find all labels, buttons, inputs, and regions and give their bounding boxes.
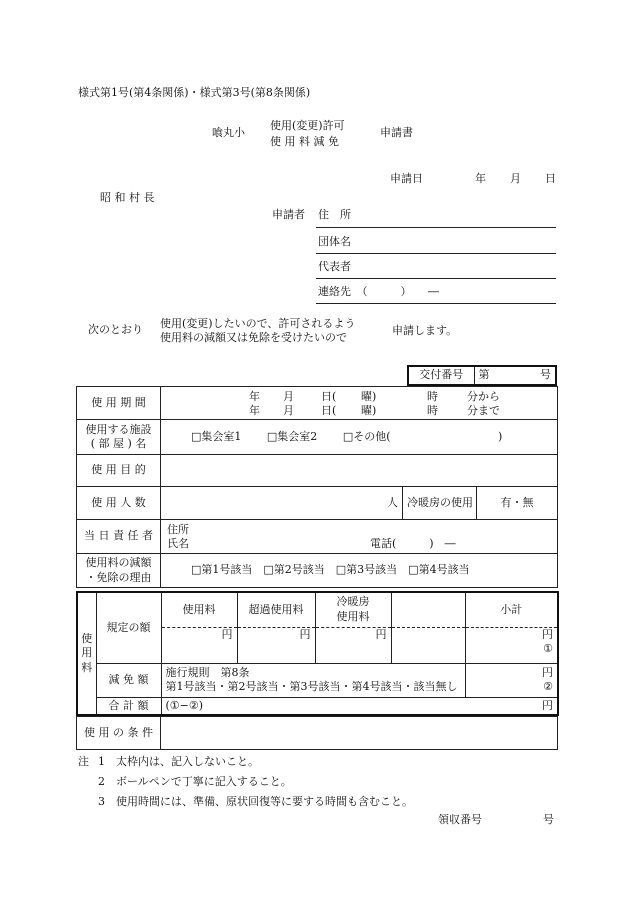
applicant-org-label: 団体名 <box>318 235 351 248</box>
facility-options <box>161 420 558 455</box>
issue-number-box <box>407 365 557 386</box>
responsible-name-label: 氏名 <box>167 536 189 550</box>
fee-exempt-line-1: 施行規則 第8条 <box>165 665 250 679</box>
fee-overtime-yen: 円 <box>237 627 315 663</box>
conditions-field <box>161 717 558 750</box>
reduction-label-1: 使用料の減額 <box>85 556 152 570</box>
applicant-contact-label: 連絡先 （ ） ― <box>318 285 439 298</box>
fee-exempt-line-2: 第1号該当・第2号該当・第3号該当・第4号該当・該当無し <box>165 680 458 693</box>
reduction-label <box>77 554 161 588</box>
period-from-year: 年 <box>249 389 260 403</box>
period-to-hour: 時 <box>427 403 438 417</box>
rep-line <box>316 278 556 279</box>
fee-subtotal-value <box>465 627 558 663</box>
facility-label <box>77 420 161 455</box>
title-suffix: 申請書 <box>380 126 413 139</box>
fee-exempt-yen: 円 <box>542 665 553 679</box>
fee-side-char-2: 用 <box>81 646 93 660</box>
request-prefix: 次のとおり <box>88 323 143 336</box>
applicant-rep-label: 代表者 <box>318 260 351 273</box>
fee-col-ac-1: 冷暖房 <box>336 595 370 609</box>
issue-go: 号 <box>540 368 551 382</box>
reduction-option-list[interactable]: □第1号該当 □第2号該当 □第3号該当 □第4号該当 <box>191 563 470 577</box>
row-purpose <box>77 455 558 487</box>
note-1: 1 太枠内は、記入しないこと。 <box>98 755 259 768</box>
purpose-label: 使 用 目 的 <box>77 455 161 487</box>
fee-total-label: 合 計 額 <box>96 697 161 715</box>
responsible-field <box>161 520 558 554</box>
period-from-day: 日( <box>321 389 337 403</box>
fee-blank-value <box>391 627 465 663</box>
conditions-table <box>76 716 558 750</box>
title-line-1: 使用(変更)許可 <box>270 119 345 132</box>
ac-value: 有・無 <box>477 487 558 520</box>
row-conditions <box>77 717 558 750</box>
receipt-go: 号 <box>543 813 554 826</box>
addressee: 昭 和 村 長 <box>100 191 155 204</box>
facility-label-1: 使用する施設 <box>85 422 152 436</box>
fee-col-overtime: 超過使用料 <box>237 592 315 627</box>
request-line-1: 使用(変更)したいので、許可されるよう <box>160 317 356 330</box>
fee-exempt-label: 減 免 額 <box>96 663 161 697</box>
fee-col-ac-2: 使用料 <box>336 609 370 623</box>
fee-side-char-3: 料 <box>81 660 93 674</box>
responsible-label: 当 日 責 任 者 <box>77 520 161 554</box>
fee-table <box>76 591 559 716</box>
row-facility <box>77 420 558 455</box>
row-reduction-reason <box>77 554 558 588</box>
ac-label: 冷暖房の使用 <box>403 487 477 520</box>
note-3: 3 使用時間には、準備、原状回復等に要する時間も含むこと。 <box>98 795 413 808</box>
fee-exempt-row <box>77 663 558 697</box>
conditions-label: 使 用 の 条 件 <box>77 717 161 750</box>
date-label: 申請日 <box>390 172 423 185</box>
facility-option-other-close: ) <box>498 429 503 443</box>
issue-number-field <box>474 366 556 385</box>
period-from-hour: 時 <box>427 389 438 403</box>
fee-total-formula: (①−②) <box>165 698 204 712</box>
fee-col-subtotal: 小計 <box>465 592 558 627</box>
period-field <box>161 387 558 420</box>
note-2: 2 ボールペンで丁寧に記入すること。 <box>98 775 292 788</box>
fee-col-blank-header <box>391 592 465 627</box>
period-from-dow: 曜) <box>361 389 377 403</box>
fee-exempt-field <box>161 663 465 697</box>
row-period <box>77 387 558 420</box>
fee-header-row <box>77 592 558 627</box>
applicant-label: 申請者 <box>272 208 305 221</box>
period-to-month: 月 <box>283 403 294 417</box>
date-year: 年 <box>475 172 486 185</box>
contact-line <box>316 303 556 304</box>
people-field: 人 <box>161 487 403 520</box>
row-people <box>77 487 558 520</box>
facility-option-other[interactable]: □その他( <box>342 429 391 443</box>
fee-subtotal-yen: 円 <box>542 627 553 641</box>
facility-option-room1[interactable]: □集会室1 <box>191 429 242 443</box>
request-line-2: 使用料の減額又は免除を受けたいので <box>160 331 347 344</box>
notes-prefix: 注 <box>78 755 89 768</box>
applicant-address-label: 住 所 <box>318 208 351 221</box>
period-from-month: 月 <box>283 389 294 403</box>
fee-total-field <box>161 697 558 715</box>
fee-exempt-mark: ② <box>543 680 553 693</box>
period-from-min: 分から <box>467 389 500 403</box>
fee-usage-yen: 円 <box>161 627 237 663</box>
fee-col-ac <box>315 592 391 627</box>
reduction-options <box>161 554 558 588</box>
fee-total-yen: 円 <box>542 698 553 712</box>
form-number: 様式第1号(第4条関係)・様式第3号(第8条関係) <box>78 86 311 99</box>
fee-regular-label: 規定の額 <box>96 592 161 663</box>
facility-name: 喰丸小 <box>212 126 245 139</box>
date-day: 日 <box>545 172 556 185</box>
fee-total-row <box>77 697 558 715</box>
fee-side-char-1: 使 <box>81 632 93 646</box>
title-line-2: 使 用 料 減 免 <box>270 135 339 148</box>
facility-option-room2[interactable]: □集会室2 <box>266 429 318 443</box>
period-to-year: 年 <box>249 403 260 417</box>
fee-side-label <box>77 592 96 715</box>
address-line <box>316 227 556 228</box>
receipt-label: 領収番号 <box>438 813 482 826</box>
fee-col-usage: 使用料 <box>161 592 237 627</box>
purpose-field <box>161 455 558 487</box>
period-to-day: 日( <box>321 403 337 417</box>
row-responsible <box>77 520 558 554</box>
fee-exempt-value <box>465 663 558 697</box>
facility-label-2: ( 部 屋 ) 名 <box>90 437 147 450</box>
date-month: 月 <box>510 172 521 185</box>
request-suffix: 申請します。 <box>392 324 458 337</box>
org-line <box>316 253 556 254</box>
issue-dai: 第 <box>478 368 490 382</box>
period-to-dow: 曜) <box>361 403 377 417</box>
responsible-address-label: 住所 <box>167 522 189 536</box>
issue-number-label: 交付番号 <box>408 366 474 385</box>
people-label: 使 用 人 数 <box>77 487 161 520</box>
reduction-label-2: ・免除の理由 <box>85 570 152 584</box>
fee-ac-yen: 円 <box>315 627 391 663</box>
application-table <box>76 386 558 588</box>
fee-subtotal-mark: ① <box>543 641 553 655</box>
responsible-tel-label: 電話( ) ― <box>370 536 456 550</box>
period-label: 使 用 期 間 <box>77 387 161 420</box>
period-to-min: 分まで <box>467 403 500 417</box>
